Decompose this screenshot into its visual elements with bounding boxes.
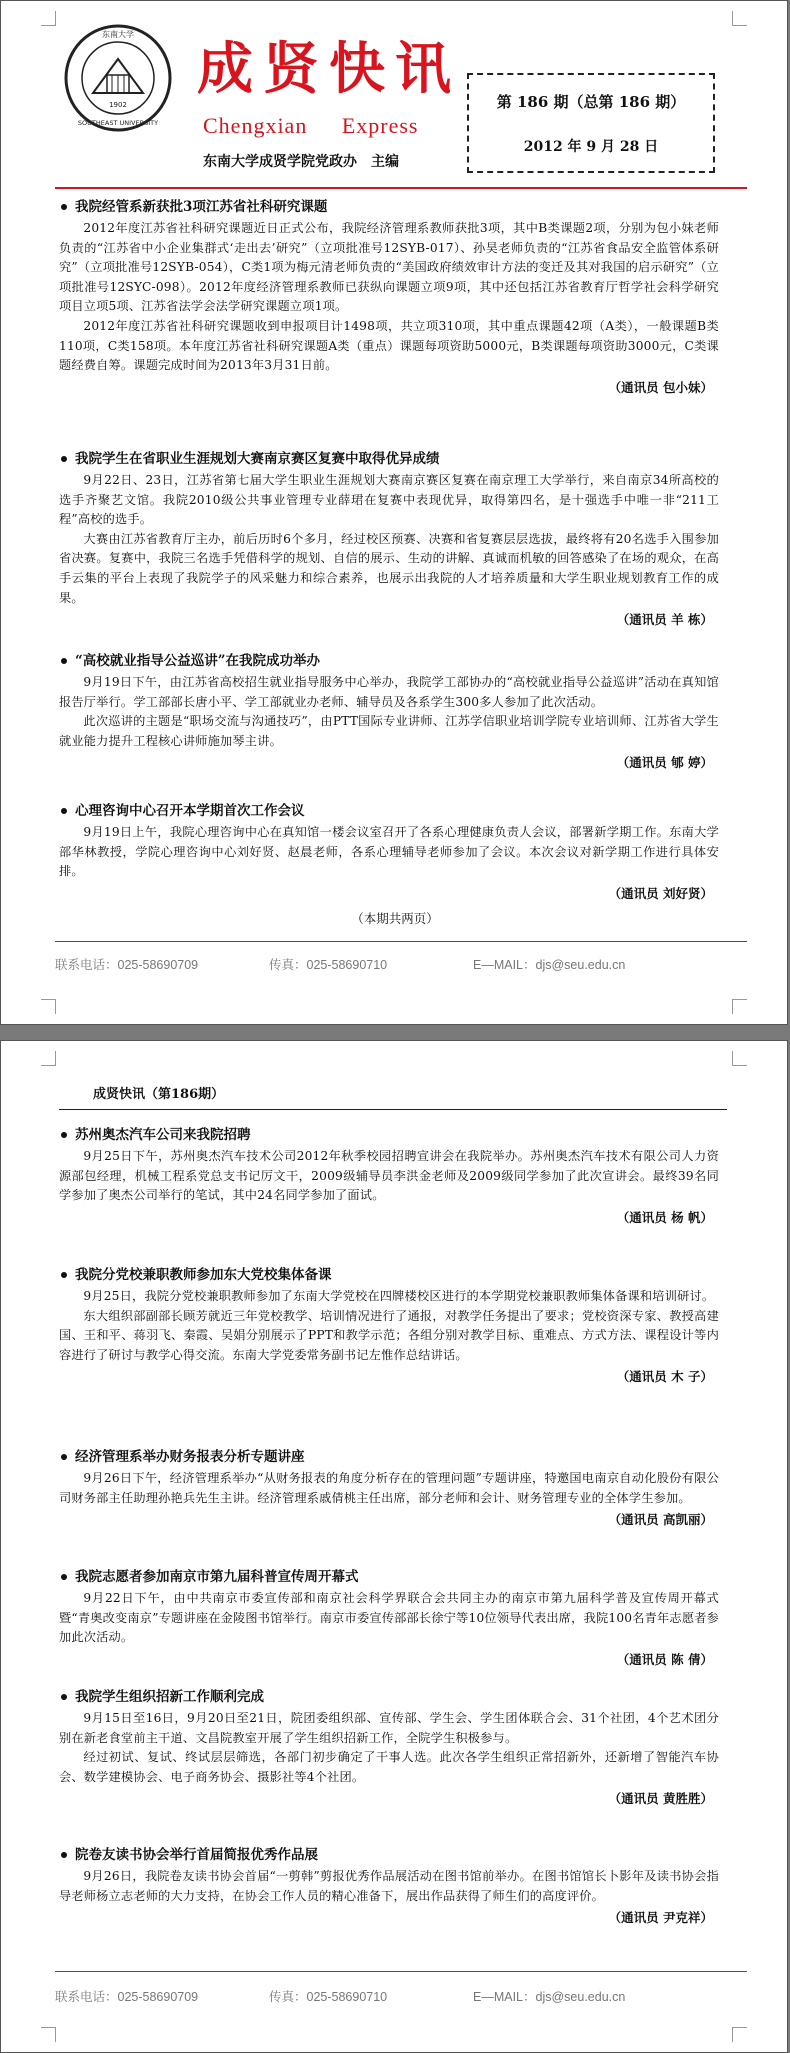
article-headline bbox=[59, 651, 719, 671]
article-headline-text: 我院志愿者参加南京市第九届科普宣传周开幕式 bbox=[75, 1569, 359, 1585]
footer-rule bbox=[55, 1971, 747, 1972]
article-headline-text: “高校就业指导公益巡讲”在我院成功举办 bbox=[75, 653, 321, 669]
svg-text:东南大学: 东南大学 bbox=[102, 30, 134, 39]
bullet-dot-icon bbox=[61, 658, 67, 664]
bullet-dot-icon bbox=[61, 1272, 67, 1278]
article-byline: （通讯员 刘好贤） bbox=[608, 885, 713, 901]
article-byline: （通讯员 木 子） bbox=[616, 1369, 713, 1385]
article-headline-text: 心理咨询中心召开本学期首次工作会议 bbox=[75, 803, 305, 819]
article bbox=[59, 197, 719, 398]
running-header: 成贤快讯（第186期） bbox=[93, 1087, 225, 1102]
article-headline-text: 我院分党校兼职教师参加东大党校集体备课 bbox=[75, 1267, 332, 1283]
issue-number: 第 186 期（总第 186 期） bbox=[496, 93, 686, 111]
crop-mark bbox=[732, 1051, 747, 1066]
article-paragraph: 经过初试、复试、终试层层筛选，各部门初步确定了干事人选。此次各学生组织正常招新外，还新增了智能汽车协会、数学建模协会、电子商务协会、摄影社等4个社团。 bbox=[59, 1750, 719, 1784]
article-paragraph: 9月15日至16日，9月20日至21日，院团委组织部、宣传部、学生会、学生团体联合会、31个社团，4个艺术团分别在新老食堂前主干道、文昌院教室开展了学生组织招新工作，全院学生积极参与。 bbox=[59, 1711, 719, 1745]
contact-email: E—MAIL：djs@seu.edu.cn bbox=[473, 958, 626, 972]
article bbox=[59, 1265, 719, 1387]
article bbox=[59, 1687, 719, 1809]
article-headline bbox=[59, 449, 719, 469]
article-headline-text: 苏州奥杰汽车公司来我院招聘 bbox=[75, 1127, 251, 1143]
bullet-dot-icon bbox=[61, 1852, 67, 1858]
article-paragraph: 9月22日、23日，江苏省第七届大学生职业生涯规划大赛南京赛区复赛在南京理工大学举行，来自南京34所高校的选手齐聚艺文馆。我院2010级公共事业管理专业薛珺在复赛中表现优异，取得第四名，是十强选手中唯一非“211工程”高校的选手。 bbox=[59, 473, 719, 527]
crop-mark bbox=[41, 999, 56, 1014]
crop-mark bbox=[41, 11, 56, 26]
article-byline: （通讯员 郇 婷） bbox=[616, 755, 713, 771]
article-headline-text: 我院学生在省职业生涯规划大赛南京赛区复赛中取得优异成绩 bbox=[75, 451, 440, 467]
newsletter-page-1 bbox=[0, 0, 788, 1025]
contact-fax: 传真：025-58690710 bbox=[269, 1990, 388, 2004]
issue-date: 2012 年 9 月 28 日 bbox=[523, 139, 659, 155]
article-paragraph: 9月26日下午，经济管理系举办“从财务报表的角度分析存在的管理问题”专题讲座，特邀国电南京自动化股份有限公司财务部主任助理孙艳兵先生主讲。经济管理系戚倩桃主任出席，部分老师和会计、财务管理专业的全体学生参加。 bbox=[59, 1471, 719, 1505]
newsletter-title: 成贤快讯 bbox=[197, 36, 461, 102]
newsletter-page-2 bbox=[0, 1040, 788, 2053]
article-headline-text: 院卷友读书协会举行首届简报优秀作品展 bbox=[75, 1847, 318, 1863]
article-byline: （通讯员 陈 倩） bbox=[616, 1651, 713, 1667]
article bbox=[59, 1125, 719, 1228]
contact-phone: 联系电话：025-58690709 bbox=[55, 958, 199, 972]
article-headline bbox=[59, 1265, 719, 1285]
article-headline bbox=[59, 197, 719, 217]
article-paragraph: 9月26日，我院卷友读书协会首届“一剪韩”剪报优秀作品展活动在图书馆前举办。在图书馆馆长卜影年及读书协会指导老师杨立志老师的大力支持，在协会工作人员的精心准备下，展出作品获得了师生们的高度评价。 bbox=[59, 1869, 719, 1903]
contact-email: E—MAIL：djs@seu.edu.cn bbox=[473, 1990, 626, 2004]
masthead-rule bbox=[55, 187, 747, 189]
article bbox=[59, 801, 719, 904]
article-byline: （通讯员 包小妹） bbox=[608, 379, 713, 395]
crop-mark bbox=[41, 2027, 56, 2042]
article-paragraph: 东大组织部副部长顾芳就近三年党校教学、培训情况进行了通报，对教学任务提出了要求；党校资深专家、教授高建国、王和平、蒋羽飞、秦霞、吴娟分别展示了PPT和教学示范；各组分别对教学目标、重难点、方式方法、课程设计等内容进行了研讨与教学心得交流。东南大学党委常务副书记左惟作总结讲话。 bbox=[59, 1308, 719, 1362]
article bbox=[59, 1447, 719, 1530]
crop-mark bbox=[732, 999, 747, 1014]
article-byline: （通讯员 黄胜胜） bbox=[608, 1791, 713, 1807]
article bbox=[59, 1567, 719, 1670]
crop-mark bbox=[732, 11, 747, 26]
article-headline bbox=[59, 1845, 719, 1865]
newsletter-subtitle: Chengxian Express bbox=[203, 113, 419, 138]
footer-rule bbox=[55, 941, 747, 942]
article-paragraph: 2012年度江苏省社科研究课题近日正式公布，我院经济管理系教师获批3项，其中B类课题2项，分别为包小妹老师负责的“江苏省中小企业集群式‘走出去’研究”（立项批准号12SYB-017）、孙昊老师负责的“江苏省食品安全监管体系研究”（立项批准号12SYB-054），C类1项为梅元清老师负责的“美国政府绩效审计方法的变迁及其对我国的启示研究”（立项批准号12SYC-098）。2012年度经济管理系教师已获纵向课题立项9项，其中还包括江苏省教育厅哲学社会科学研究项目立项5项、江苏省法学会法学研究课题立项1项。 bbox=[59, 221, 719, 314]
bullet-dot-icon bbox=[61, 1574, 67, 1580]
article-headline-text: 我院学生组织招新工作顺利完成 bbox=[75, 1689, 264, 1705]
svg-text:1902: 1902 bbox=[109, 101, 127, 109]
bullet-dot-icon bbox=[61, 1454, 67, 1460]
contact-fax: 传真：025-58690710 bbox=[269, 958, 388, 972]
contact-phone: 联系电话：025-58690709 bbox=[55, 1990, 199, 2004]
page-count-note: （本期共两页） bbox=[351, 911, 439, 926]
article-headline bbox=[59, 1447, 719, 1467]
issue-box bbox=[467, 73, 715, 173]
article-paragraph: 大赛由江苏省教育厅主办，前后历时6个多月，经过校区预赛、决赛和省复赛层层选拔，最终将有20名选手入围参加省决赛。复赛中，我院三名选手凭借科学的规划、自信的展示、生动的讲解、真诚而机敏的回答感染了在场的观众，在高手云集的平台上表现了我院学子的风采魅力和综合素养，也展示出我院的人才培养质量和大学生职业规划教育工作的成果。 bbox=[59, 531, 719, 605]
article-headline bbox=[59, 801, 719, 821]
article-paragraph: 2012年度江苏省社科研究课题收到申报项目计1498项，共立项310项，其中重点课题42项（A类），一般课题B类110项，C类158项。本年度江苏省社科研究课题A类（重点）课题每项资助5000元，B类课题每项资助3000元，C类课题经费自筹。课题完成时间为2013年3月31日前。 bbox=[59, 318, 719, 373]
header-rule bbox=[59, 1109, 727, 1110]
article bbox=[59, 651, 719, 773]
article-paragraph: 此次巡讲的主题是“职场交流与沟通技巧”，由PTT国际专业讲师、江苏学信职业培训学院专业培训师、江苏省大学生就业能力提升工程核心讲师施加琴主讲。 bbox=[59, 714, 719, 748]
article-byline: （通讯员 尹克祥） bbox=[608, 1910, 713, 1926]
bullet-dot-icon bbox=[61, 1132, 67, 1138]
crop-mark bbox=[732, 2027, 747, 2042]
university-seal-icon bbox=[63, 23, 173, 133]
bullet-dot-icon bbox=[61, 1694, 67, 1700]
crop-mark bbox=[41, 1051, 56, 1066]
editor-credit: 东南大学成贤学院党政办 主编 bbox=[203, 154, 399, 170]
article-headline bbox=[59, 1125, 719, 1145]
article-paragraph: 9月19日下午，由江苏省高校招生就业指导服务中心举办，我院学工部协办的“高校就业指导公益巡讲”活动在真知馆报告厅举行。学工部部长唐小平、学工部就业办老师、辅导员及各系学生300多人参加了此次活动。 bbox=[59, 675, 719, 709]
bullet-dot-icon bbox=[61, 456, 67, 462]
bullet-dot-icon bbox=[61, 808, 67, 814]
article-paragraph: 9月25日，我院分党校兼职教师参加了东南大学党校在四牌楼校区进行的本学期党校兼职教师集体备课和培训研讨。 bbox=[83, 1289, 715, 1303]
article-headline bbox=[59, 1687, 719, 1707]
svg-text:SOUTHEAST UNIVERSITY: SOUTHEAST UNIVERSITY bbox=[77, 119, 159, 127]
article-paragraph: 9月22日下午，由中共南京市委宣传部和南京社会科学界联合会共同主办的南京市第九届科学普及宣传周开幕式暨“青奥改变南京”专题讲座在金陵图书馆举行。南京市委宣传部部长徐宁等10位领导代表出席，我院100名青年志愿者参加此次活动。 bbox=[59, 1591, 719, 1645]
article-byline: （通讯员 羊 栋） bbox=[616, 612, 713, 628]
article-paragraph: 9月25日下午，苏州奥杰汽车技术公司2012年秋季校园招聘宣讲会在我院举办。苏州奥杰汽车技术有限公司人力资源部包经理，机械工程系党总支书记厉文干，2009级辅导员李洪金老师及2009级同学参加了此次宣讲会。最终39名同学参加了奥杰公司举行的笔试，其中24名同学参加了面试。 bbox=[59, 1149, 719, 1203]
article bbox=[59, 449, 719, 630]
bullet-dot-icon bbox=[61, 204, 67, 210]
article-headline bbox=[59, 1567, 719, 1587]
article-byline: （通讯员 杨 帆） bbox=[616, 1209, 713, 1225]
article-paragraph: 9月19日上午，我院心理咨询中心在真知馆一楼会议室召开了各系心理健康负责人会议，部署新学期工作。东南大学部华林教授，学院心理咨询中心刘好贤、赵晨老师，各系心理辅导老师参加了会议。本次会议对新学期工作进行具体安排。 bbox=[59, 825, 719, 879]
article-headline-text: 我院经管系新获批3项江苏省社科研究课题 bbox=[75, 199, 328, 215]
article bbox=[59, 1845, 719, 1928]
article-headline-text: 经济管理系举办财务报表分析专题讲座 bbox=[75, 1449, 305, 1465]
article-byline: （通讯员 高凯丽） bbox=[608, 1512, 713, 1528]
